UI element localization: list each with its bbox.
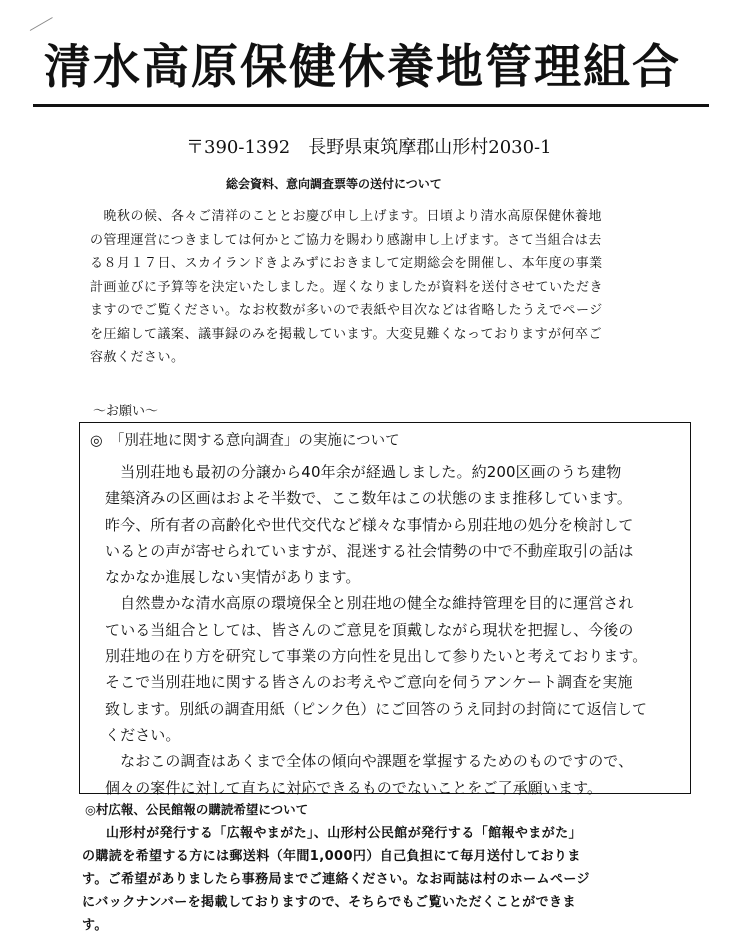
survey-line: なかなか進展しない実情があります。	[105, 568, 361, 587]
public-relations-line: す。ご希望がありましたら事務局までご連絡ください。なお両誌は村のホームページ	[82, 872, 590, 887]
survey-line: 自然豊かな清水高原の環境保全と別荘地の健全な維持管理を目的に運営され	[105, 594, 634, 613]
greeting-paragraph	[90, 205, 690, 370]
survey-line: 別荘地の在り方を研究して事業の方向性を見出して参りたいと考えております。	[105, 647, 648, 666]
greeting-line: 計画並びに予算等を決定いたしました。遅くなりましたが資料を送付させていただき	[90, 279, 604, 295]
survey-body	[105, 459, 690, 801]
letter-subject: 総会資料、意向調査票等の送付について	[226, 177, 442, 191]
public-relations-line: にバックナンバーを掲載しておりますので、そちらでもご覧いただくことができま	[82, 895, 576, 910]
public-relations-line: 山形村が発行する「広報やまがた」、山形村公民館が発行する「館報やまがた」	[106, 826, 582, 841]
organization-name: 清水高原保健休養地管理組合	[44, 40, 681, 95]
survey-line: いるとの声が寄せられていますが、混迷する社会情勢の中で不動産取引の話は	[105, 541, 634, 560]
survey-line: 致します。別紙の調査用紙（ピンク色）にご回答のうえ同封の封筒にて返信して	[105, 699, 648, 718]
organization-address: 〒390-1392 長野県東筑摩郡山形村2030-1	[186, 137, 552, 158]
survey-line: 当別荘地も最初の分譲から40年余が経過しました。約200区画のうち建物	[105, 463, 622, 481]
survey-line: 建築済みの区画はおよそ半数で、ここ数年はこの状態のまま推移しています。	[105, 489, 633, 508]
greeting-line: を圧縮して議案、議事録のみを掲載しています。大変見難くなっておりますが何卒ご	[90, 326, 602, 342]
survey-line: ている当組合としては、皆さんのご意見を頂戴しながら現状を把握し、今後の	[105, 620, 634, 639]
survey-line: そこで当別荘地に関する皆さんのお考えやご意向を伺うアンケート調査を実施	[105, 673, 633, 692]
greeting-line: の管理運営につきましては何かとご協力を賜わり感謝申し上げます。さて当組合は去	[90, 232, 602, 248]
survey-line: 個々の案件に対して直ちに対応できるものでないことをご了承願います。	[105, 778, 603, 797]
public-relations-line: の購読を希望する方には郵送料（年間1,000円）自己負担にて毎月送付しておりま	[82, 849, 581, 864]
scan-mark	[30, 17, 53, 31]
request-heading: ～お願い～	[93, 404, 159, 419]
survey-line: ください。	[105, 725, 181, 744]
header-rule	[33, 104, 709, 107]
greeting-line: 晩秋の候、各々ご清祥のこととお慶び申し上げます。日頃より清水高原保健休養地	[90, 209, 602, 224]
greeting-line: ますのでご覧ください。なお枚数が多いので表紙や目次などは省略したうえでページ	[90, 303, 603, 318]
survey-line: 昨今、所有者の高齢化や世代交代など様々な事情から別荘地の処分を検討して	[105, 515, 634, 534]
survey-line: なおこの調査はあくまで全体の傾向や課題を掌握するためのものですので、	[105, 752, 634, 771]
public-relations-line: す。	[82, 918, 108, 933]
survey-title: ◎ 「別荘地に関する意向調査」の実施について	[90, 433, 400, 449]
greeting-line: る８月１７日、スカイランドきよみずにおきまして定期総会を開催し、本年度の事業	[90, 256, 603, 271]
public-relations-title: ◎村広報、公民館報の購読希望について	[85, 802, 309, 817]
greeting-line: 容赦ください。	[90, 350, 185, 365]
survey-notice-box	[79, 422, 691, 797]
public-relations-body	[82, 822, 726, 937]
